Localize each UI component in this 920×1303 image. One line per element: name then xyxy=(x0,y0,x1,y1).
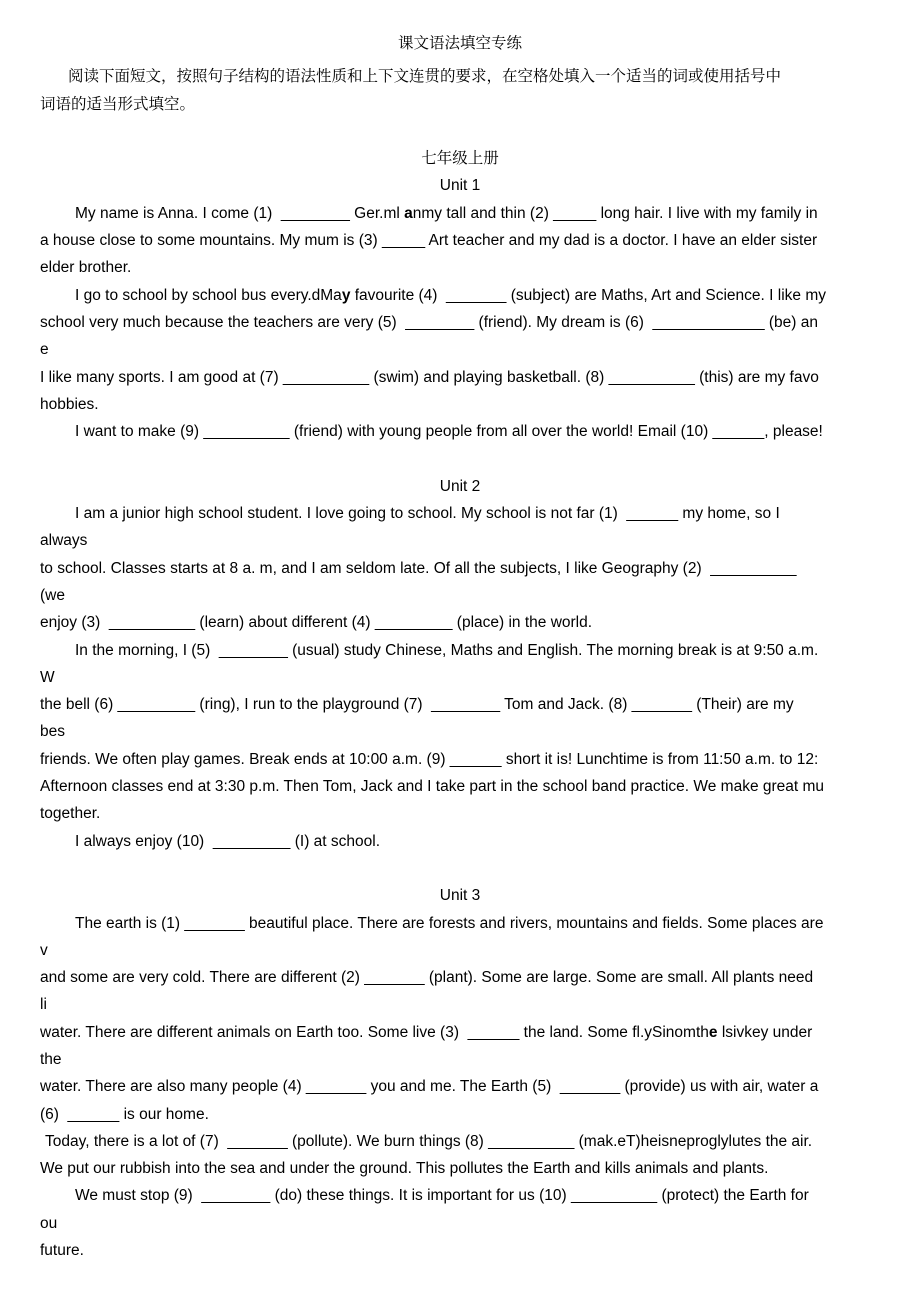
text-line xyxy=(40,828,920,855)
text-run: W xyxy=(40,668,55,686)
doc-title xyxy=(0,30,920,57)
blank-line xyxy=(40,118,920,145)
text-run: water. There are different animals on Earth too. Some live (3) ______ the land. Some fl.ySinomth xyxy=(40,1023,709,1041)
text-line xyxy=(40,746,920,773)
text-line xyxy=(40,254,920,281)
text-run: I want to make (9) __________ (friend) with young people from all over the world! Email (10) ______, please! xyxy=(75,423,823,441)
text-run: I go to school by school bus every.dMa xyxy=(75,286,342,304)
text-run: elder brother. xyxy=(40,259,132,277)
text-run: ou xyxy=(40,1214,58,1232)
bold-text-run: y xyxy=(341,286,351,304)
text-run: lsivkey under xyxy=(717,1023,813,1041)
text-line xyxy=(40,937,920,964)
text-line xyxy=(40,418,920,445)
text-line xyxy=(40,336,920,363)
text-line xyxy=(40,964,920,991)
text-run: enjoy (3) __________ (learn) about different (4) _________ (place) in the world. xyxy=(40,614,593,632)
text-run: nmy tall and thin (2) _____ long hair. I live with my family in xyxy=(412,204,818,222)
text-line xyxy=(40,582,920,609)
text-run: always xyxy=(40,532,88,550)
text-run: 词语的适当形式填空。 xyxy=(40,95,196,113)
text-run: My name is Anna. I come (1) ________ Ger.ml xyxy=(75,204,405,222)
text-line xyxy=(40,609,920,636)
text-run: The earth is (1) _______ beautiful place. There are forests and rivers, mountains and fields. Some places are xyxy=(75,914,824,932)
text-line xyxy=(40,1019,920,1046)
text-line xyxy=(40,200,920,227)
text-line xyxy=(40,1182,920,1209)
text-line xyxy=(40,664,920,691)
text-run: In the morning, I (5) ________ (usual) study Chinese, Maths and English. The morning break is at 9:50 a.m. xyxy=(75,641,819,659)
blank-line xyxy=(40,445,920,472)
text-run: and some are very cold. There are different (2) _______ (plant). Some are large. Some are small. All plants need xyxy=(40,969,814,987)
text-line xyxy=(40,910,920,937)
text-line xyxy=(40,1128,920,1155)
text-line xyxy=(40,1155,920,1182)
instructions-line xyxy=(40,63,920,90)
text-run: hobbies. xyxy=(40,395,99,413)
text-line xyxy=(40,773,920,800)
blank-line xyxy=(40,855,920,882)
text-line xyxy=(40,637,920,664)
text-line xyxy=(40,227,920,254)
text-line xyxy=(40,527,920,554)
bold-text-run: e xyxy=(708,1023,718,1041)
text-line xyxy=(40,691,920,718)
text-run: Unit 3 xyxy=(439,887,481,905)
text-line xyxy=(40,555,920,582)
text-run: a house close to some mountains. My mum is (3) _____ Art teacher and my dad is a doctor. I have an elder sister xyxy=(40,232,818,250)
text-line xyxy=(40,1237,920,1264)
text-run: We put our rubbish into the sea and under the ground. This pollutes the Earth and kills animals and plants. xyxy=(40,1160,769,1178)
bold-text-run: a xyxy=(404,204,413,222)
unit-2-heading xyxy=(0,473,920,500)
text-run: favourite (4) _______ (subject) are Maths, Art and Science. I like my xyxy=(350,286,826,304)
text-run: (6) ______ is our home. xyxy=(40,1105,209,1123)
text-run: school very much because the teachers are very (5) ________ (friend). My dream is (6) _____________ (be) an xyxy=(40,313,819,331)
text-line xyxy=(40,282,920,309)
text-line xyxy=(40,1046,920,1073)
text-run: 阅读下面短文，按照句子结构的语法性质和上下文连贯的要求，在空格处填入一个适当的词或使用括号中 xyxy=(68,68,782,86)
text-run: Afternoon classes end at 3:30 p.m. Then Tom, Jack and I take part in the school band practice. We make great mu xyxy=(40,778,825,796)
text-run: 七年级上册 xyxy=(421,150,499,168)
text-line xyxy=(40,391,920,418)
text-run: 课文语法填空专练 xyxy=(397,35,522,52)
text-run: future. xyxy=(40,1242,84,1260)
text-run: I always enjoy (10) _________ (I) at school. xyxy=(75,832,381,850)
text-line xyxy=(40,309,920,336)
text-run: We must stop (9) ________ (do) these things. It is important for us (10) __________ (protect) the Earth for xyxy=(75,1187,809,1205)
unit-1-heading xyxy=(0,172,920,199)
text-line xyxy=(40,991,920,1018)
text-line xyxy=(40,1073,920,1100)
text-run: to school. Classes starts at 8 a. m, and I am seldom late. Of all the subjects, I like Geography (2) __________ xyxy=(40,559,797,577)
text-line xyxy=(40,364,920,391)
text-line xyxy=(40,718,920,745)
text-run: Unit 1 xyxy=(439,177,481,195)
text-run: the xyxy=(40,1050,62,1068)
text-run: friends. We often play games. Break ends at 10:00 a.m. (9) ______ short it is! Lunchtime is from 11:50 a.m. to 12: xyxy=(40,750,819,768)
text-run: Unit 2 xyxy=(439,477,481,495)
text-run: v xyxy=(40,941,48,959)
text-run: together. xyxy=(40,805,101,823)
text-line xyxy=(40,1101,920,1128)
text-run: I like many sports. I am good at (7) __________ (swim) and playing basketball. (8) __________ (this) are my favo xyxy=(40,368,819,386)
instructions-line xyxy=(40,91,920,118)
text-run: I am a junior high school student. I love going to school. My school is not far (1) ______ my home, so I xyxy=(75,505,780,523)
text-run: the bell (6) _________ (ring), I run to the playground (7) ________ Tom and Jack. (8) _______ (Their) are my xyxy=(40,696,794,714)
text-run: e xyxy=(40,341,49,359)
text-line xyxy=(40,1210,920,1237)
text-line xyxy=(40,500,920,527)
unit-3-heading xyxy=(0,882,920,909)
text-run: li xyxy=(40,996,47,1014)
text-line xyxy=(40,800,920,827)
text-run: (we xyxy=(40,586,65,604)
text-run: Today, there is a lot of (7) _______ (pollute). We burn things (8) __________ (mak.eT)heisneproglylutes the air. xyxy=(45,1132,813,1150)
text-run: bes xyxy=(40,723,65,741)
text-run: water. There are also many people (4) _______ you and me. The Earth (5) _______ (provide) us with air, water a xyxy=(40,1078,819,1096)
grade-heading xyxy=(0,145,920,172)
